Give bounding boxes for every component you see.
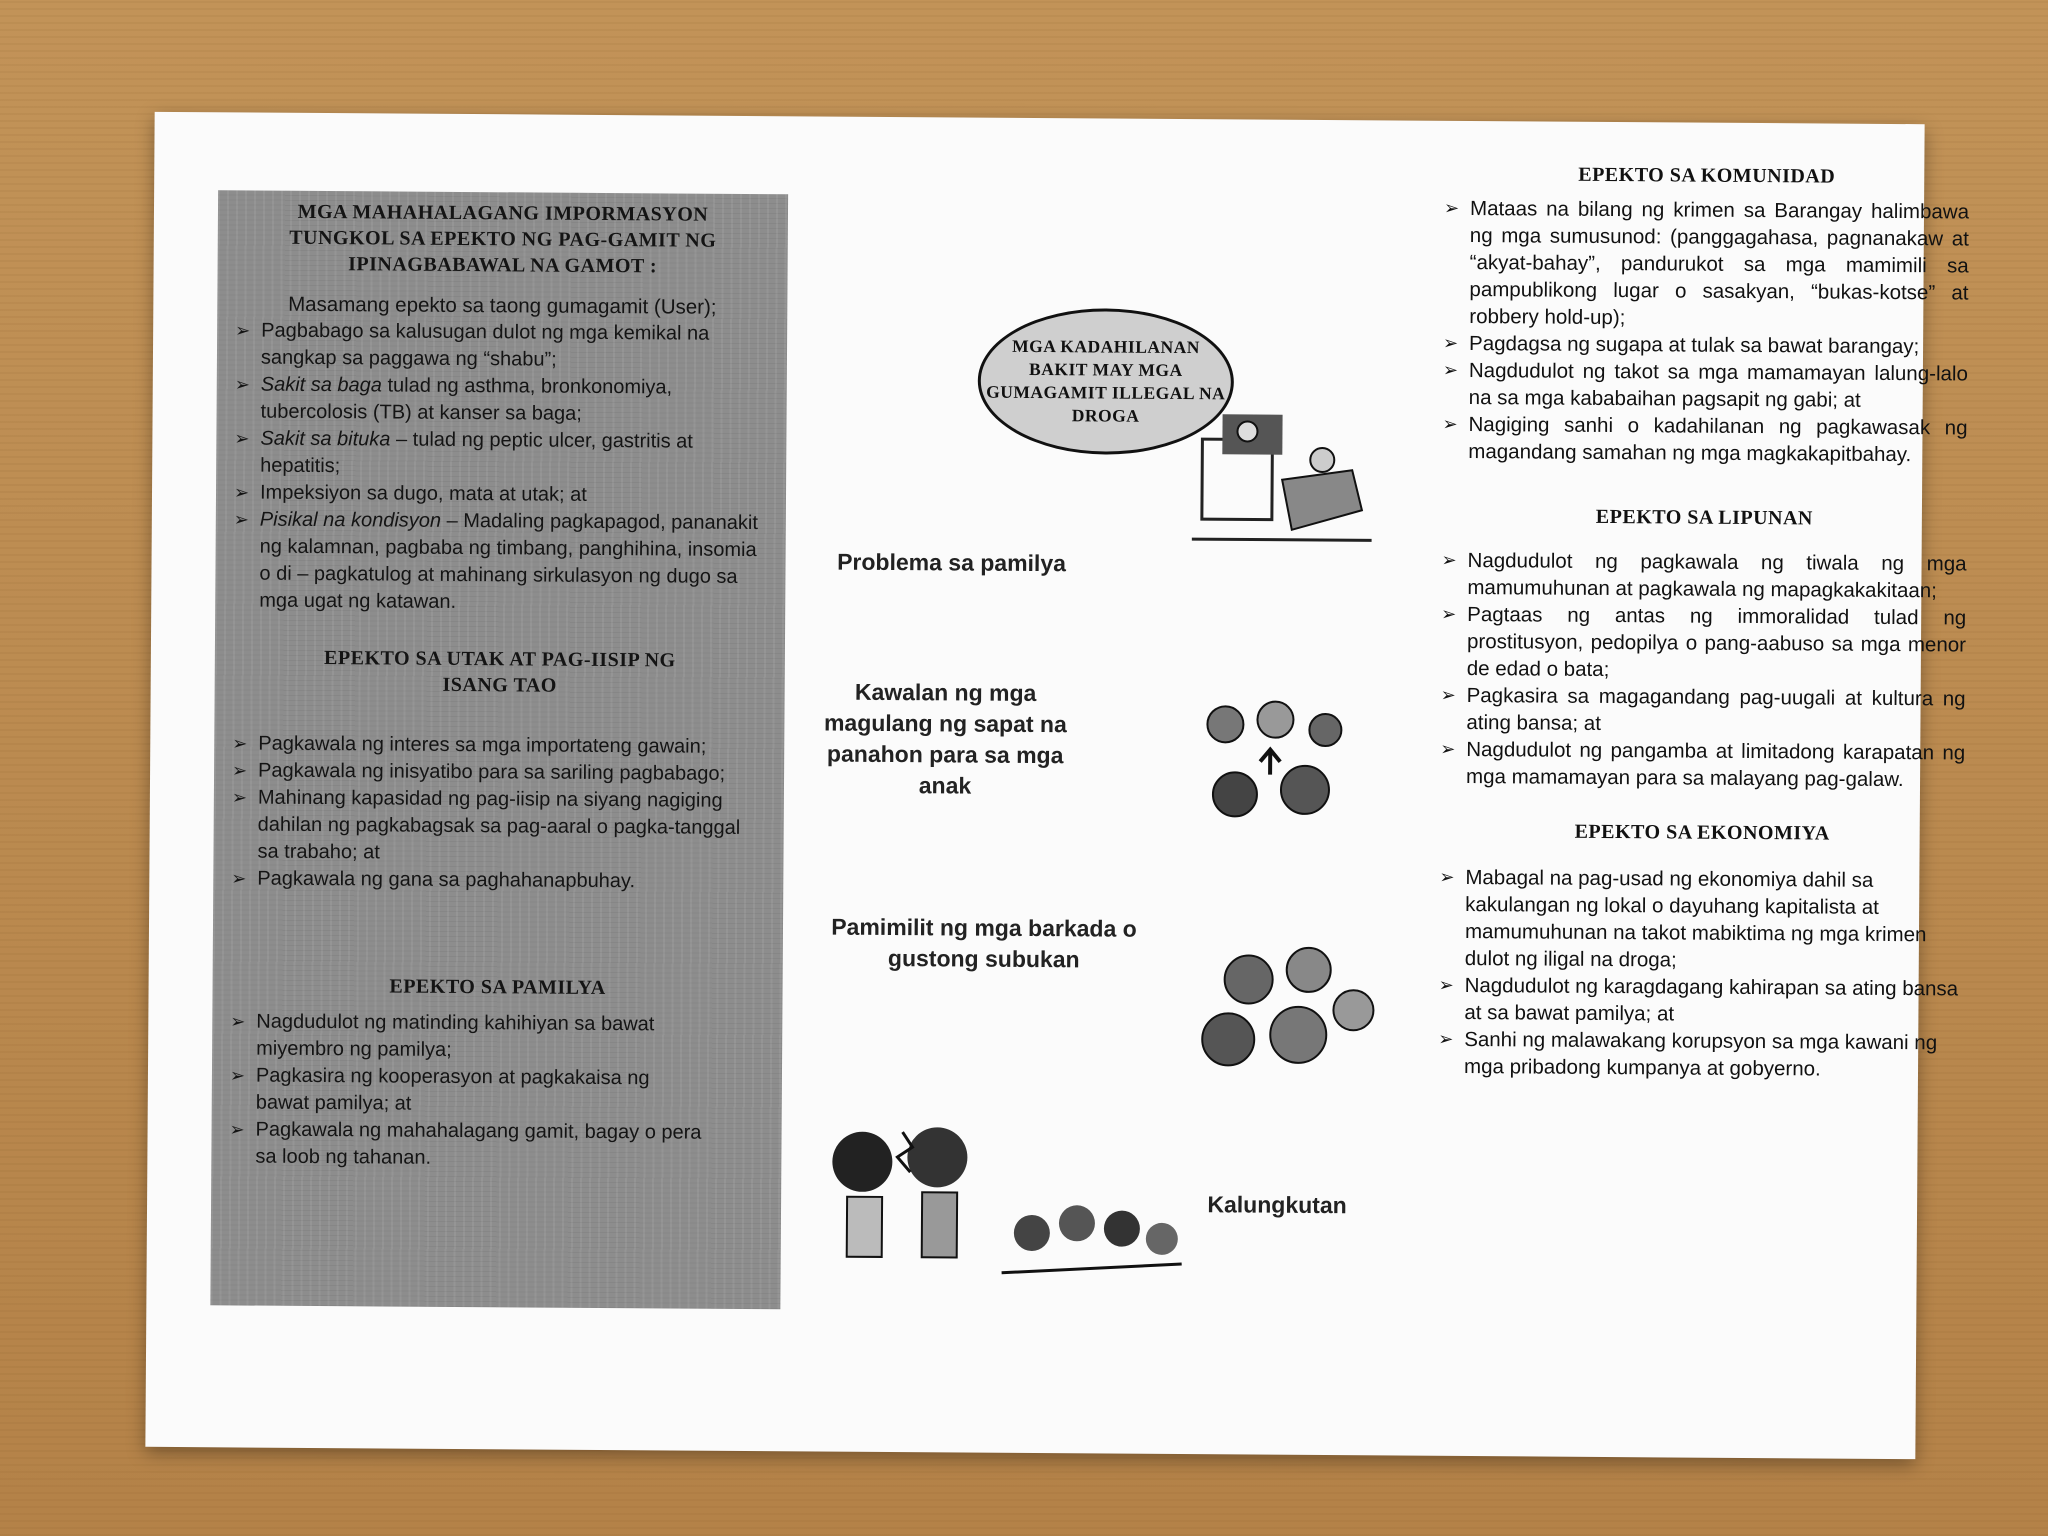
list-item: ➢ Pagkawala ng gana sa paghahanapbuhay. [231,865,765,896]
list-item: ➢ Pagkawala ng mahahalagang gamit, bagay o pera sa loob ng tahanan. [229,1116,703,1173]
family-effects-list [229,1008,764,1174]
list-item: ➢ Sanhi ng malawakang korupsyon sa mga kawani ng mga pribadong kumpanya at gobyerno. [1438,1026,1963,1084]
peer-pressure-illustration [1188,939,1379,1090]
list-item: ➢ Mahinang kapasidad ng pag-iisip na siyang nagiging dahilan ng pagkabagsak sa pag-aaral o pagka-tanggal sa trabaho; at [231,784,766,869]
list-item: ➢ Pagbabago sa kalusugan dulot ng mga kemikal na sangkap sa paggawa ng “shabu”; [235,317,769,375]
list-item: ➢ Nagdudulot ng takot sa mga mamamayan lalung-lalo na sa mga kababaihan pagsapit ng gabi; at [1443,357,1968,415]
cause-absent-parents: Kawalan ng mga magulang ng sapat na panahon para sa mga anak [823,678,1067,799]
cause-peer-pressure: Pamimilit ng mga barkada o gustong subukan [831,913,1137,973]
left-title: MGA MAHAHALAGANG IMPORMASYON TUNGKOL SA EPEKTO NG PAG-GAMIT NG IPINAGBABAWAL NA GAMOT : [289,200,717,278]
list-item: ➢ Pagtaas ng antas ng immoralidad tulad ng prostitusyon, pedopilya o pang-aabuso sa mga menor de edad o bata; [1441,601,1967,686]
list-item: ➢ Impeksiyon sa dugo, mata at utak; at [234,479,768,510]
list-item: ➢ Pagkawala ng interes sa mga importateng gawain; [232,730,766,761]
loneliness-illustration [791,1111,1192,1304]
list-item: ➢ Sakit sa bituka – tulad ng peptic ulcer, gastritis at hepatitis; [234,425,768,483]
family-problem-illustration [1192,409,1373,550]
list-item: ➢ Nagdudulot ng pagkawala ng tiwala ng mga mamumuhunan at pagkawala ng mapagkakakitaan; [1441,547,1966,605]
right-effects-panel [1426,157,1979,1311]
list-item: ➢ Pagkawala ng inisyatibo para sa sariling pagbabago; [232,757,766,788]
list-item: ➢ Nagdudulot ng karagdagang kahirapan sa ating bansa at sa bawat pamilya; at [1438,972,1963,1030]
society-heading: EPEKTO SA LIPUNAN [1595,505,1813,530]
list-item: ➢ Mabagal na pag-usad ng ekonomiya dahil sa kakulangan ng lokal o dayuhang kapitalista at mamumuhunan na takot mabiktima ng mga krimen dulot ng iligal na droga; [1439,864,1965,976]
list-item: ➢ Nagdudulot ng pangamba at limitadong karapatan ng mga mamamayan para sa malayang pag-galaw. [1440,736,1965,794]
middle-causes-panel [786,176,1394,1320]
list-item: ➢ Nagdudulot ng matinding kahihiyan sa bawat miyembro ng pamilya; [230,1008,704,1065]
list-item: ➢ Nagiging sanhi o kadahilanan ng pagkawasak ng magandang samahan ng mga magkakapitbahay. [1442,411,1967,469]
list-item: ➢ Pagkasira sa magagandang pag-uugali at kultura ng ating bansa; at [1440,682,1965,740]
family-heading: EPEKTO SA PAMILYA [389,975,606,1000]
community-heading: EPEKTO SA KOMUNIDAD [1578,163,1836,188]
economy-heading: EPEKTO SA EKONOMIYA [1574,820,1830,845]
list-item: ➢ Pisikal na kondisyon – Madaling pagkapagod, pananakit ng kalamnan, pagbaba ng timbang, panghihina, insomia o di – pagkatulog at mahinang sirkulasyon ng dugo sa mga ugat ng katawan. [233,506,768,618]
list-item: ➢ Pagdagsa ng sugapa at tulak sa bawat barangay; [1443,330,1968,361]
list-item: ➢ Mataas na bilang ng krimen sa Barangay halimbawa ng mga sumusunod: (panggagahasa, pagnanakaw at “akyat-bahay”, pandurukot sa mga mamimili sa pampublikong lugar o sasakyan, “bukas-kotse” at robbery hold-up); [1443,195,1969,334]
mind-heading: EPEKTO SA UTAK AT PAG-IISIP NG ISANG TAO [324,647,676,697]
mind-effects-list [231,730,766,896]
economy-effects-list [1438,864,1964,1084]
causes-title: MGA KADAHILANAN BAKIT MAY MGA GUMAGAMIT ILLEGAL NA DROGA [986,335,1226,426]
list-item: ➢ Pagkasira ng kooperasyon at pagkakaisa ng bawat pamilya; at [230,1062,704,1119]
community-effects-list [1442,195,1969,469]
user-heading: Masamang epekto sa taong gumagamit (User); [288,292,717,319]
user-effects-list [233,317,769,618]
left-info-panel [210,190,788,1309]
cause-family-problem: Problema sa pamilya [837,548,1067,577]
brochure-paper [145,112,1970,1459]
list-item: ➢ Sakit sa baga tulad ng asthma, bronkonomiya, tubercolosis (TB) at kanser sa baga; [234,371,768,429]
society-effects-list [1440,547,1967,794]
absent-parents-illustration [1185,689,1356,830]
cause-loneliness: Kalungkutan [1207,1191,1347,1219]
